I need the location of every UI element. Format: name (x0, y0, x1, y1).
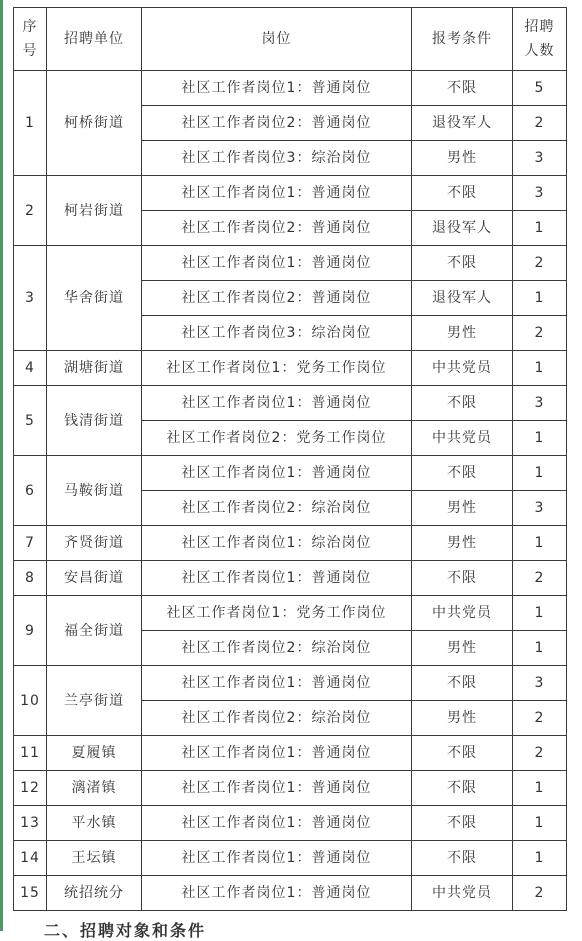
table-row (14, 351, 567, 386)
cell-condition: 退役军人 (412, 211, 513, 246)
cell-count: 1 (513, 596, 567, 631)
table-row (14, 876, 567, 911)
cell-post: 社区工作者岗位2：普通岗位 (142, 281, 412, 316)
header-count-line2: 人数 (524, 43, 555, 59)
cell-index: 10 (14, 666, 47, 736)
cell-count: 1 (513, 841, 567, 876)
cell-index: 15 (14, 876, 47, 911)
cell-post: 社区工作者岗位2：综治岗位 (142, 491, 412, 526)
cell-count: 3 (513, 141, 567, 176)
cell-condition: 男性 (412, 631, 513, 666)
header-post: 岗位 (142, 8, 412, 71)
cell-count: 1 (513, 631, 567, 666)
cell-condition: 不限 (412, 561, 513, 596)
table-row (14, 526, 567, 561)
header-row (14, 8, 567, 71)
cell-count: 1 (513, 281, 567, 316)
table-row (14, 771, 567, 806)
table-header (14, 8, 567, 71)
cell-post: 社区工作者岗位1：普通岗位 (142, 876, 412, 911)
cell-post: 社区工作者岗位2：综治岗位 (142, 701, 412, 736)
header-count (513, 8, 567, 71)
cell-index: 4 (14, 351, 47, 386)
cell-condition: 不限 (412, 246, 513, 281)
cell-unit: 湖塘街道 (47, 351, 142, 386)
cell-condition: 不限 (412, 71, 513, 106)
cell-unit: 钱清街道 (47, 386, 142, 456)
cell-post: 社区工作者岗位3：综治岗位 (142, 141, 412, 176)
cell-index: 11 (14, 736, 47, 771)
cell-count: 2 (513, 561, 567, 596)
cell-count: 1 (513, 771, 567, 806)
section-heading-partial: 二、招聘对象和条件 (44, 921, 207, 940)
cell-count: 1 (513, 456, 567, 491)
cell-condition: 中共党员 (412, 876, 513, 911)
table-row (14, 246, 567, 281)
cell-index: 2 (14, 176, 47, 246)
cell-condition: 不限 (412, 176, 513, 211)
table-row (14, 456, 567, 491)
cell-count: 2 (513, 876, 567, 911)
cell-unit: 华舍街道 (47, 246, 142, 351)
cell-post: 社区工作者岗位1：党务工作岗位 (142, 596, 412, 631)
header-count-line1: 招聘 (524, 19, 555, 35)
table-row (14, 386, 567, 421)
table-row (14, 806, 567, 841)
cell-count: 2 (513, 701, 567, 736)
cell-unit: 漓渚镇 (47, 771, 142, 806)
cell-condition: 男性 (412, 141, 513, 176)
cell-count: 1 (513, 211, 567, 246)
cell-count: 2 (513, 106, 567, 141)
cell-index: 14 (14, 841, 47, 876)
cell-condition: 男性 (412, 701, 513, 736)
recruitment-table (13, 7, 567, 911)
cell-condition: 不限 (412, 736, 513, 771)
cell-condition: 不限 (412, 386, 513, 421)
header-index-line2: 号 (22, 43, 38, 59)
cell-unit: 柯桥街道 (47, 71, 142, 176)
header-index (14, 8, 47, 71)
table-row (14, 666, 567, 701)
cell-post: 社区工作者岗位1：普通岗位 (142, 736, 412, 771)
table-row (14, 176, 567, 211)
cell-unit: 夏履镇 (47, 736, 142, 771)
header-unit: 招聘单位 (47, 8, 142, 71)
cell-post: 社区工作者岗位2：党务工作岗位 (142, 421, 412, 456)
cell-index: 9 (14, 596, 47, 666)
table-row (14, 561, 567, 596)
cell-count: 3 (513, 176, 567, 211)
cell-index: 3 (14, 246, 47, 351)
cell-condition: 中共党员 (412, 351, 513, 386)
cell-count: 5 (513, 71, 567, 106)
cell-post: 社区工作者岗位1：普通岗位 (142, 771, 412, 806)
cell-count: 3 (513, 666, 567, 701)
table-row (14, 736, 567, 771)
cell-count: 1 (513, 806, 567, 841)
table-row (14, 71, 567, 106)
cell-post: 社区工作者岗位2：普通岗位 (142, 106, 412, 141)
cell-post: 社区工作者岗位3：综治岗位 (142, 316, 412, 351)
cell-count: 1 (513, 421, 567, 456)
cell-condition: 不限 (412, 841, 513, 876)
table-body (14, 71, 567, 911)
cell-index: 7 (14, 526, 47, 561)
cell-post: 社区工作者岗位1：普通岗位 (142, 71, 412, 106)
table-row (14, 596, 567, 631)
cell-post: 社区工作者岗位1：综治岗位 (142, 526, 412, 561)
cell-condition: 不限 (412, 771, 513, 806)
header-condition: 报考条件 (412, 8, 513, 71)
cell-condition: 不限 (412, 806, 513, 841)
cell-post: 社区工作者岗位1：普通岗位 (142, 806, 412, 841)
cell-condition: 男性 (412, 526, 513, 561)
cell-unit: 柯岩街道 (47, 176, 142, 246)
header-index-line1: 序 (22, 19, 38, 35)
cell-post: 社区工作者岗位1：普通岗位 (142, 456, 412, 491)
cell-count: 3 (513, 491, 567, 526)
cell-index: 13 (14, 806, 47, 841)
cell-count: 3 (513, 386, 567, 421)
cell-count: 2 (513, 316, 567, 351)
cell-count: 1 (513, 526, 567, 561)
cell-count: 1 (513, 351, 567, 386)
cell-post: 社区工作者岗位1：普通岗位 (142, 176, 412, 211)
cell-post: 社区工作者岗位2：普通岗位 (142, 211, 412, 246)
cell-post: 社区工作者岗位2：综治岗位 (142, 631, 412, 666)
cell-unit: 统招统分 (47, 876, 142, 911)
cell-unit: 齐贤街道 (47, 526, 142, 561)
cell-post: 社区工作者岗位1：普通岗位 (142, 246, 412, 281)
cell-unit: 平水镇 (47, 806, 142, 841)
cell-post: 社区工作者岗位1：普通岗位 (142, 666, 412, 701)
cell-count: 2 (513, 736, 567, 771)
cell-condition: 退役军人 (412, 106, 513, 141)
page-edge-bar (0, 0, 3, 931)
cell-post: 社区工作者岗位1：普通岗位 (142, 841, 412, 876)
cell-unit: 福全街道 (47, 596, 142, 666)
cell-unit: 王坛镇 (47, 841, 142, 876)
cell-condition: 男性 (412, 316, 513, 351)
cell-condition: 中共党员 (412, 421, 513, 456)
cell-condition: 男性 (412, 491, 513, 526)
cell-index: 1 (14, 71, 47, 176)
cell-post: 社区工作者岗位1：普通岗位 (142, 386, 412, 421)
cell-unit: 兰亭街道 (47, 666, 142, 736)
cell-condition: 中共党员 (412, 596, 513, 631)
table-row (14, 841, 567, 876)
cell-condition: 不限 (412, 666, 513, 701)
cell-unit: 安昌街道 (47, 561, 142, 596)
cell-post: 社区工作者岗位1：普通岗位 (142, 561, 412, 596)
cell-index: 12 (14, 771, 47, 806)
cell-index: 6 (14, 456, 47, 526)
cell-condition: 退役军人 (412, 281, 513, 316)
cell-index: 8 (14, 561, 47, 596)
cell-count: 2 (513, 246, 567, 281)
cell-post: 社区工作者岗位1：党务工作岗位 (142, 351, 412, 386)
cell-condition: 不限 (412, 456, 513, 491)
cell-unit: 马鞍街道 (47, 456, 142, 526)
cell-index: 5 (14, 386, 47, 456)
